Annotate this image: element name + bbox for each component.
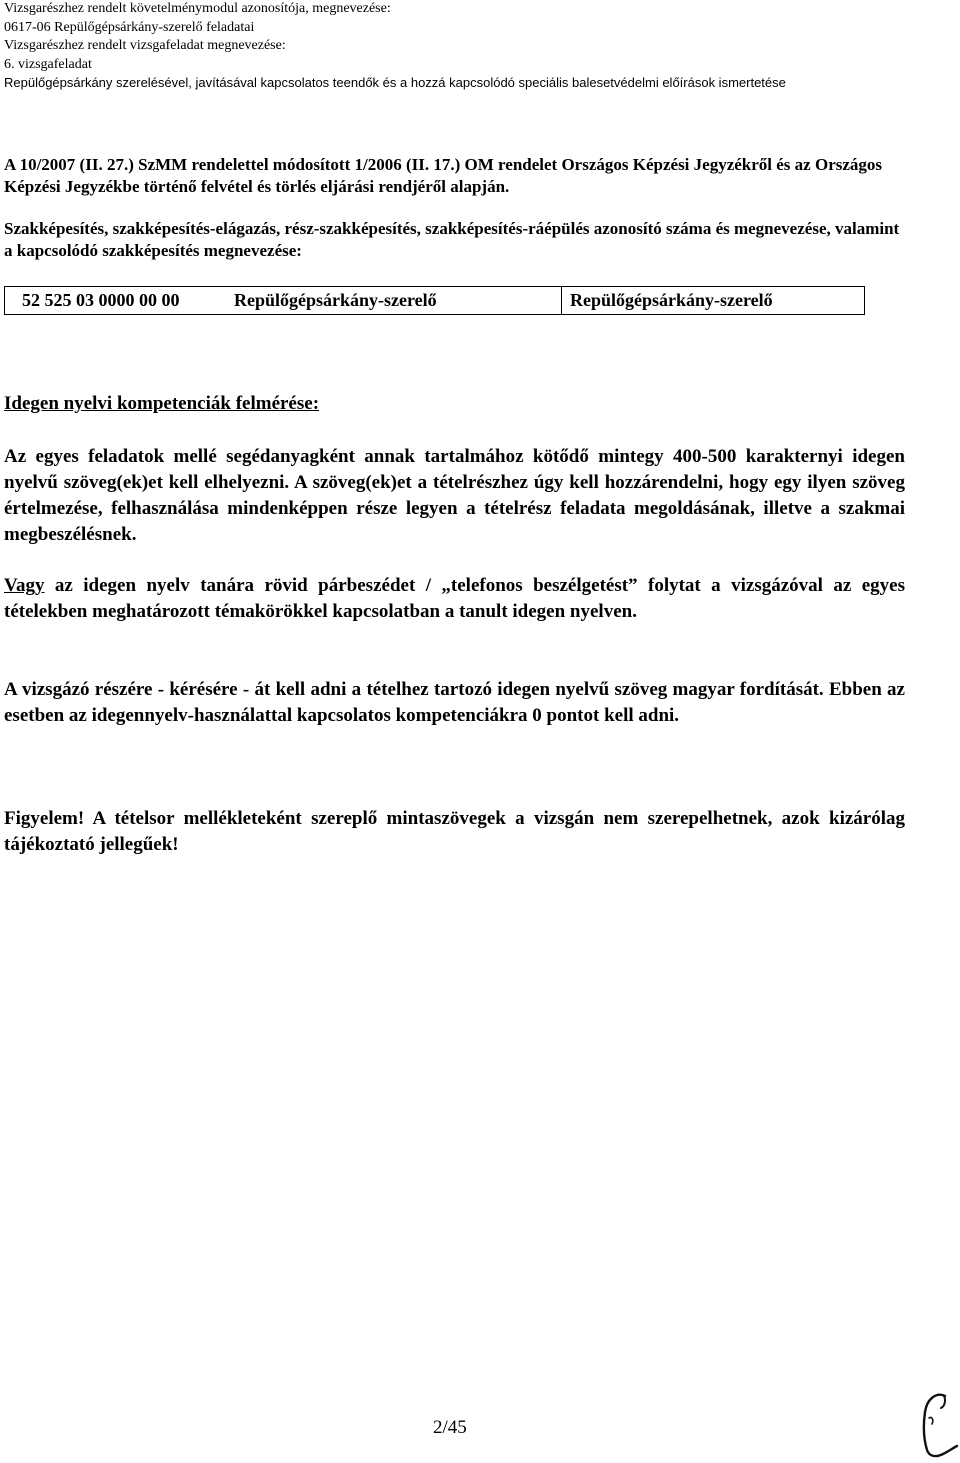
decree-reference: A 10/2007 (II. 27.) SzMM rendelettel módosított 1/2006 (II. 17.) OM rendelet Országos Képzési Jegyzékről és az Országos Képzési Jegyzékbe történő felvétel és törlés eljárási rendjéről alapján. [4,155,883,196]
paragraph-dialogue-rest: az idegen nyelv tanára rövid párbeszédet / „telefonos beszélgetést” folytat a vizsgázóval az egyes tételekben meghatározott témakörökkel kapcsolatban a tanult idegen nyelven. [4,575,905,622]
header-line-module-label: Vizsgarészhez rendelt követelménymodul azonosítója, megnevezése: [4,1,391,16]
qualification-intro: Szakképesítés, szakképesítés-elágazás, rész-szakképesítés, szakképesítés-ráépülés azonosító száma és megnevezése, valamint a kapcsolódó szakképesítés megnevezése: [4,219,900,260]
paragraph-text-attachment: Az egyes feladatok mellé segédanyagként annak tartalmához kötődő mintegy 400-500 karakternyi idegen nyelvű szöveg(ek)et kell elhelyezni. A szöveg(ek)et a tételrészhez úgy kell hozzárendelni, hogy egy ilyen szöveg értelmezése, felhasználása mindenképpen része legyen a tételrész feladata megoldásának, illetve a szakmai megbeszélésnek. [4,446,905,545]
header-line-task-label: Vizsgarészhez rendelt vizsgafeladat megnevezése: [4,38,286,53]
header-line-module: 0617-06 Repülőgépsárkány-szerelő feladatai [4,19,255,35]
header-line-task-number: 6. vizsgafeladat [4,56,92,72]
page-header [4,0,944,93]
paragraph-dialogue [4,573,905,625]
section-title: Idegen nyelvi kompetenciák felmérése: [4,393,320,414]
handwritten-initial-icon [915,1388,959,1460]
header-line-task-title: Repülőgépsárkány szerelésével, javításával kapcsolatos teendők és a hozzá kapcsolódó speciális balesetvédelmi előírások ismertetése [4,75,786,90]
paragraph-dialogue-lead: Vagy [4,575,45,596]
qualification-name: Repülőgépsárkány-szerelő [234,290,437,310]
related-qualification-name: Repülőgépsárkány-szerelő [561,287,864,314]
qualification-code: 52 525 03 0000 00 00 [22,290,180,310]
paragraph-translation: A vizsgázó részére - kérésére - át kell adni a tételhez tartozó idegen nyelvű szöveg magyar fordítását. Ebben az esetben az idegennyelv-használattal kapcsolatos kompetenciákra 0 pontot kell adni. [4,679,905,726]
page-number: 2/45 [433,1417,467,1438]
qualification-table [4,286,865,315]
paragraph-notice: Figyelem! A tételsor mellékleteként szereplő mintaszövegek a vizsgán nem szerepelhetnek, azok kizárólag tájékoztató jellegűek! [4,808,905,855]
